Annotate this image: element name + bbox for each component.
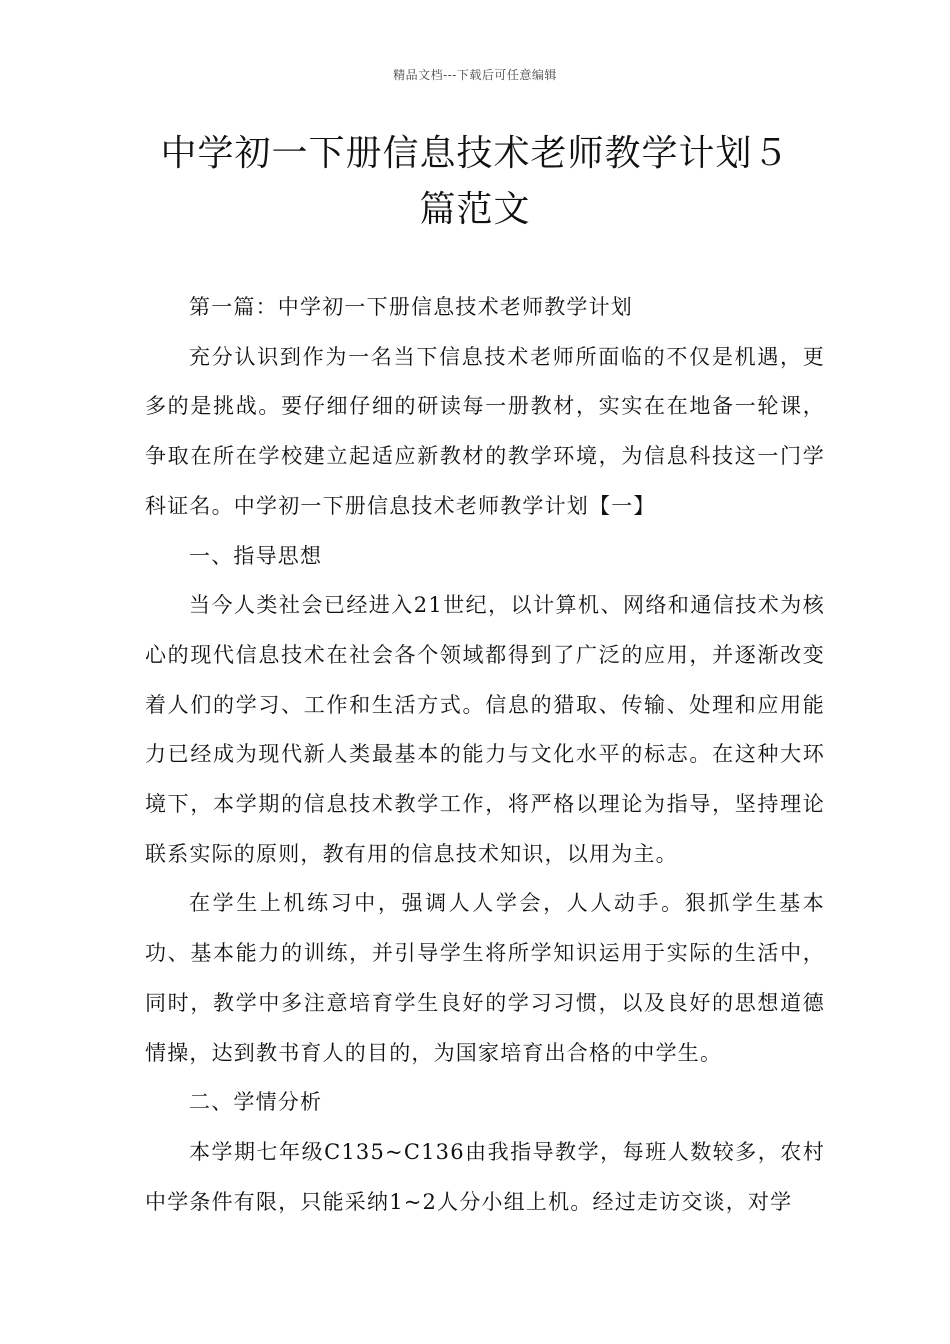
paragraph-chapter-heading: 第一篇：中学初一下册信息技术老师教学计划 <box>189 295 633 319</box>
section-heading-guiding-ideology: 一、指导思想 <box>189 543 323 568</box>
paragraph-guiding-ideology: 当今人类社会已经进入21世纪，以计算机、网络和通信技术为核心的现代信息技术在社会各个领域都得到了广泛的应用，并逐渐改变着人们的学习、工作和生活方式。信息的猎取、传输、处理和应用能力已经成为现代新人类最基本的能力与文化水平的标志。在这种大环境下，本学期的信息技术教学工作，将严格以理论为指导，坚持理论联系实际的原则，教有用的信息技术知识，以用为主。 <box>145 593 825 866</box>
document-title-line-2: 篇范文 <box>419 189 531 230</box>
document-body <box>145 283 825 1227</box>
document-title-line-1: 中学初一下册信息技术老师教学计划５ <box>160 133 790 174</box>
page-header-note: 精品文档---下载后可任意编辑 <box>393 68 557 82</box>
paragraph-practice: 在学生上机练习中，强调人人学会，人人动手。狠抓学生基本功、基本能力的训练，并引导学生将所学知识运用于实际的生活中，同时，教学中多注意培育学生良好的学习习惯，以及良好的思想道德情操，达到教书育人的目的，为国家培育出合格的中学生。 <box>145 891 825 1065</box>
paragraph-intro: 充分认识到作为一名当下信息技术老师所面临的不仅是机遇，更多的是挑战。要仔细仔细的研读每一册教材，实实在在地备一轮课，争取在所在学校建立起适应新教材的教学环境，为信息科技这一门学科证名。中学初一下册信息技术老师教学计划【一】 <box>145 344 825 518</box>
document-title <box>110 126 840 238</box>
section-heading-student-analysis: 二、学情分析 <box>189 1090 323 1115</box>
paragraph-student-analysis: 本学期七年级C135~C136由我指导教学，每班人数较多，农村中学条件有限，只能采纳1~2人分小组上机。经过走访交谈，对学 <box>145 1139 825 1214</box>
